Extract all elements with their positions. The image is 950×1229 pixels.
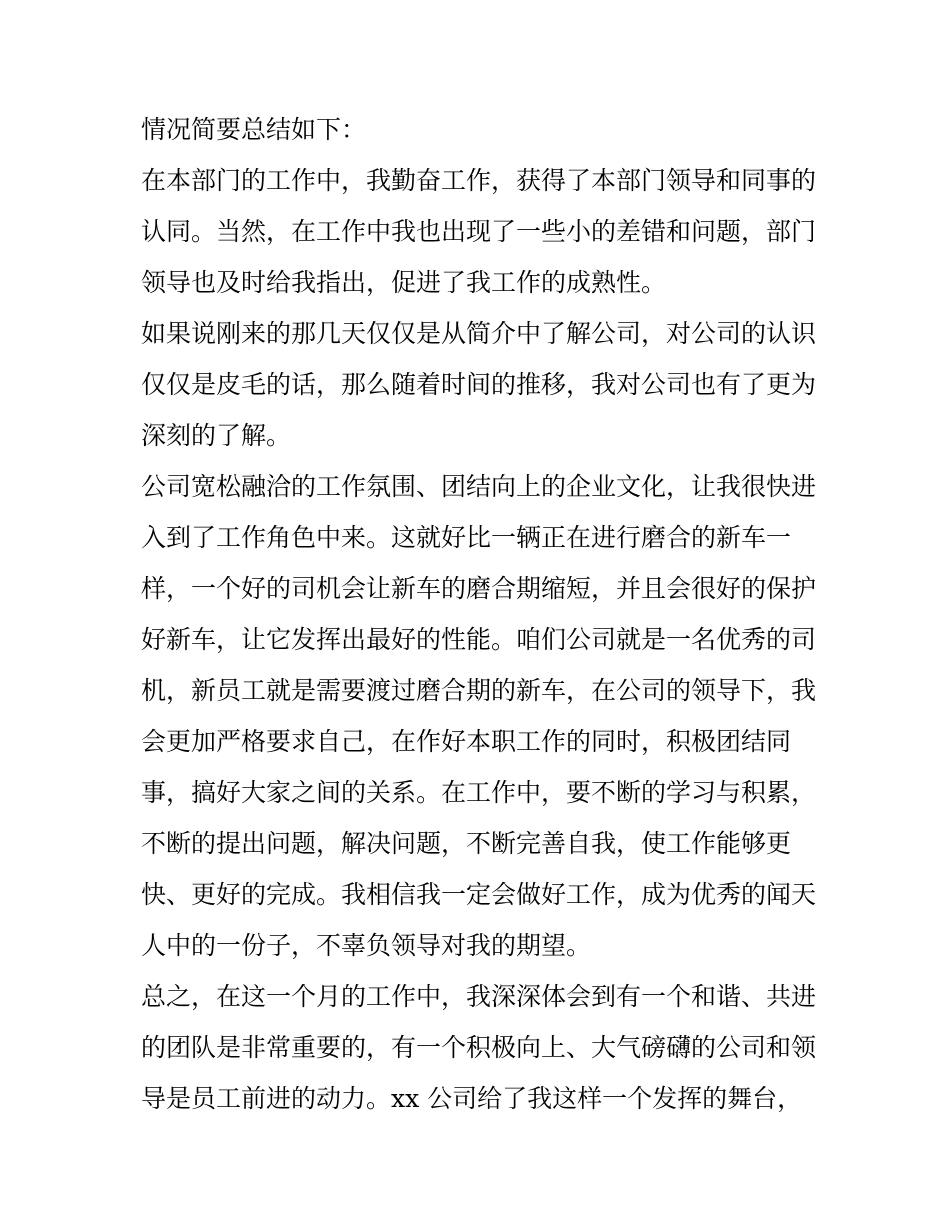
- text-line: 如果说刚来的那几天仅仅是从简介中了解公司，对公司的认识: [141, 319, 817, 348]
- document-body: [141, 104, 821, 1124]
- text-line: 仅仅是皮毛的话，那么随着时间的推移，我对公司也有了更为: [141, 370, 817, 399]
- text-line: 人中的一份子，不辜负领导对我的期望。: [141, 931, 592, 960]
- text-line: 会更加严格要求自己，在作好本职工作的同时，积极团结同: [141, 727, 792, 756]
- text-line: 事，搞好大家之间的关系。在工作中，要不断的学习与积累，: [141, 778, 817, 807]
- text-line: 领导也及时给我指出，促进了我工作的成熟性。: [141, 268, 667, 297]
- text-line: 在本部门的工作中，我勤奋工作，获得了本部门领导和同事的: [141, 166, 817, 195]
- text-line: 公司宽松融洽的工作氛围、团结向上的企业文化，让我很快进: [141, 472, 817, 501]
- text-line: 不断的提出问题，解决问题，不断完善自我，使工作能够更: [141, 829, 792, 858]
- text-line: 的团队是非常重要的，有一个积极向上、大气磅礴的公司和领: [141, 1033, 817, 1062]
- text-line: 认同。当然，在工作中我也出现了一些小的差错和问题，部门: [141, 217, 817, 246]
- text-line: 样，一个好的司机会让新车的磨合期缩短，并且会很好的保护: [141, 574, 817, 603]
- text-line: 快、更好的完成。我相信我一定会做好工作，成为优秀的闻天: [141, 880, 817, 909]
- text-line: 深刻的了解。: [141, 421, 292, 450]
- text-line: 情况简要总结如下：: [141, 115, 367, 144]
- text-line: 导是员工前进的动力。xx 公司给了我这样一个发挥的舞台，: [141, 1084, 803, 1113]
- text-line: 总之，在这一个月的工作中，我深深体会到有一个和谐、共进: [141, 982, 817, 1011]
- text-line: 机，新员工就是需要渡过磨合期的新车，在公司的领导下，我: [141, 676, 817, 705]
- text-line: 入到了工作角色中来。这就好比一辆正在进行磨合的新车一: [141, 523, 792, 552]
- text-line: 好新车，让它发挥出最好的性能。咱们公司就是一名优秀的司: [141, 625, 817, 654]
